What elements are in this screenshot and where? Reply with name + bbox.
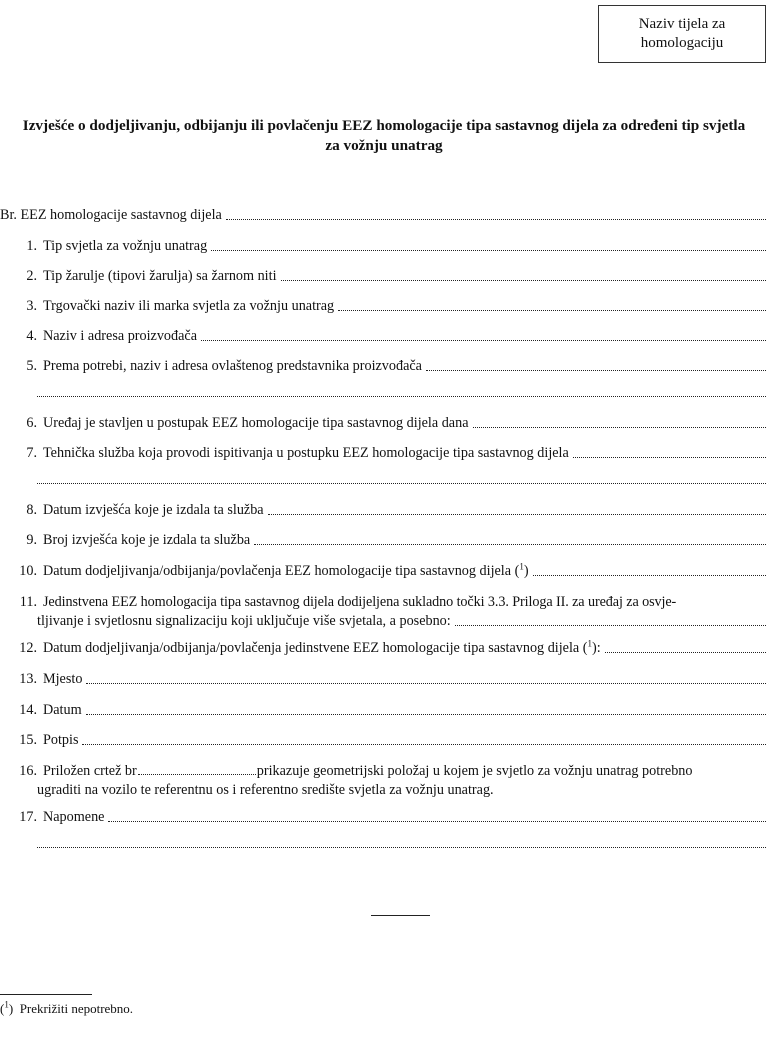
fill-dots <box>211 249 766 251</box>
item-13 <box>0 669 766 689</box>
item-6 <box>0 413 766 433</box>
item-number-text: 5. <box>26 358 37 374</box>
fill-dots <box>108 820 766 822</box>
item-number <box>0 730 37 750</box>
fill-dots <box>533 574 766 576</box>
item-number-text: 9. <box>26 532 37 548</box>
item-7-continuation-dots <box>37 482 766 484</box>
footnote-text: Prekrižiti nepotrebno. <box>19 1001 134 1016</box>
item-number-text: 14. <box>19 702 37 718</box>
item-number-text: 16. <box>19 763 37 779</box>
item-17 <box>0 807 766 827</box>
item-9 <box>0 530 766 550</box>
approval-authority-line2: homologaciju <box>640 35 724 51</box>
approval-number-field <box>0 205 766 225</box>
item-4 <box>0 326 766 346</box>
footnote-ref: 1 <box>587 638 592 649</box>
footnote-separator <box>0 994 92 995</box>
item-number <box>0 761 37 781</box>
fill-dots <box>605 651 766 653</box>
item-label-tail: ): <box>591 640 601 656</box>
item-label: Napomene <box>43 809 105 825</box>
item-number <box>0 807 37 827</box>
item-label: Uređaj je stavljen u postupak EEZ homologacije tipa sastavnog dijela dana <box>43 415 469 431</box>
item-11 <box>0 592 766 612</box>
item-label: Tip žarulje (tipovi žarulja) sa žarnom niti <box>43 268 277 284</box>
item-label: Datum <box>43 702 82 718</box>
item-label: Tip svjetla za vožnju unatrag <box>43 238 208 254</box>
drawing-number-dots <box>138 773 256 775</box>
item-8 <box>0 500 766 520</box>
item-label-part-a: Priložen crtež br <box>43 763 137 779</box>
item-number <box>0 700 37 720</box>
item-number <box>0 500 37 520</box>
item-label-tail: ) <box>523 563 529 579</box>
item-5-continuation-dots <box>37 395 766 397</box>
document-title-line2: za vožnju unatrag <box>325 137 443 154</box>
item-number <box>0 236 37 256</box>
item-number-text: 2. <box>26 268 37 284</box>
fill-dots <box>338 309 766 311</box>
fill-dots <box>86 682 766 684</box>
item-number <box>0 669 37 689</box>
fill-dots <box>82 743 766 745</box>
fill-dots <box>226 218 766 220</box>
item-number <box>0 326 37 346</box>
fill-dots <box>573 456 766 458</box>
item-number-text: 13. <box>19 671 37 687</box>
item-label: Trgovački naziv ili marka svjetla za vožnju unatrag <box>43 298 335 314</box>
end-separator <box>371 915 430 916</box>
item-12 <box>0 638 766 658</box>
item-number-text: 4. <box>26 328 37 344</box>
item-number-text: 3. <box>26 298 37 314</box>
item-number <box>0 530 37 550</box>
item-number <box>0 413 37 433</box>
footnote-mark: 1 <box>4 999 9 1010</box>
fill-dots <box>86 713 766 715</box>
fill-dots <box>254 543 766 545</box>
fill-dots <box>426 369 766 371</box>
item-label <box>43 561 529 581</box>
item-number <box>0 638 37 658</box>
item-label <box>43 638 601 658</box>
approval-number-label: Br. EEZ homologacije sastavnog dijela <box>0 207 222 223</box>
item-number-text: 15. <box>19 732 37 748</box>
item-label-text: Datum dodjeljivanja/odbijanja/povlačenja EEZ homologacije tipa sastavnog dijela ( <box>43 563 520 579</box>
item-number-text: 12. <box>19 640 37 656</box>
item-10 <box>0 561 766 581</box>
item-number <box>0 266 37 286</box>
fill-dots <box>268 513 766 515</box>
item-number <box>0 356 37 376</box>
item-1 <box>0 236 766 256</box>
item-7 <box>0 443 766 463</box>
item-2 <box>0 266 766 286</box>
item-11-line2 <box>37 611 766 631</box>
footnote: ($^1$) Prekrižiti nepotrebno. <box>0 999 134 1016</box>
item-number <box>0 443 37 463</box>
item-label: Datum izvješća koje je izdala ta služba <box>43 502 264 518</box>
item-number-text: 17. <box>19 809 37 825</box>
item-number-text: 7. <box>26 445 37 461</box>
item-16 <box>0 761 768 781</box>
fill-dots <box>281 279 766 281</box>
fill-dots <box>473 426 766 428</box>
item-15 <box>0 730 766 750</box>
item-label-part-b: prikazuje geometrijski položaj u kojem je svjetlo za vožnju unatrag potrebno <box>256 763 693 779</box>
item-16-line2 <box>37 780 766 800</box>
item-5 <box>0 356 766 376</box>
footnote-ref: 1 <box>519 561 524 572</box>
item-14 <box>0 700 766 720</box>
item-label: Naziv i adresa proizvođača <box>43 328 198 344</box>
approval-authority-box <box>598 5 766 63</box>
item-label: Broj izvješća koje je izdala ta služba <box>43 532 251 548</box>
item-number-text: 11. <box>19 594 37 610</box>
item-number-text: 6. <box>26 415 37 431</box>
item-number-text: 10. <box>19 563 37 579</box>
item-number <box>0 561 37 581</box>
item-number-text: 1. <box>26 238 37 254</box>
item-label <box>43 761 693 781</box>
item-label-continued: tljivanje i svjetlosnu signalizaciju koji uključuje više svjetala, a posebno: <box>37 613 451 629</box>
item-number-text: 8. <box>26 502 37 518</box>
item-label: Mjesto <box>43 671 83 687</box>
approval-authority-line1: Naziv tijela za <box>638 16 726 32</box>
item-label-text: Datum dodjeljivanja/odbijanja/povlačenja jedinstvene EEZ homologacije tipa sastavnog dijela ( <box>43 640 588 656</box>
fill-dots <box>201 339 766 341</box>
item-label-continued: ugraditi na vozilo te referentnu os i referentno središte svjetla za vožnju unatrag. <box>37 782 494 798</box>
fill-dots <box>455 624 766 626</box>
item-number <box>0 592 37 612</box>
document-title <box>0 116 768 156</box>
item-label: Prema potrebi, naziv i adresa ovlaštenog predstavnika proizvođača <box>43 358 422 374</box>
item-label: Potpis <box>43 732 79 748</box>
item-label: Jedinstvena EEZ homologacija tipa sastavnog dijela dodijeljena sukladno točki 3.3. Priloga II. za uređaj za osvje- <box>43 594 677 610</box>
item-number <box>0 296 37 316</box>
item-label: Tehnička služba koja provodi ispitivanja u postupku EEZ homologacije tipa sastavnog dijela <box>43 445 569 461</box>
item-17-continuation-dots <box>37 846 766 848</box>
document-title-line1: Izvješće o dodjeljivanju, odbijanju ili povlačenju EEZ homologacije tipa sastavnog dijela za određeni tip svjetla <box>22 117 746 134</box>
item-3 <box>0 296 766 316</box>
